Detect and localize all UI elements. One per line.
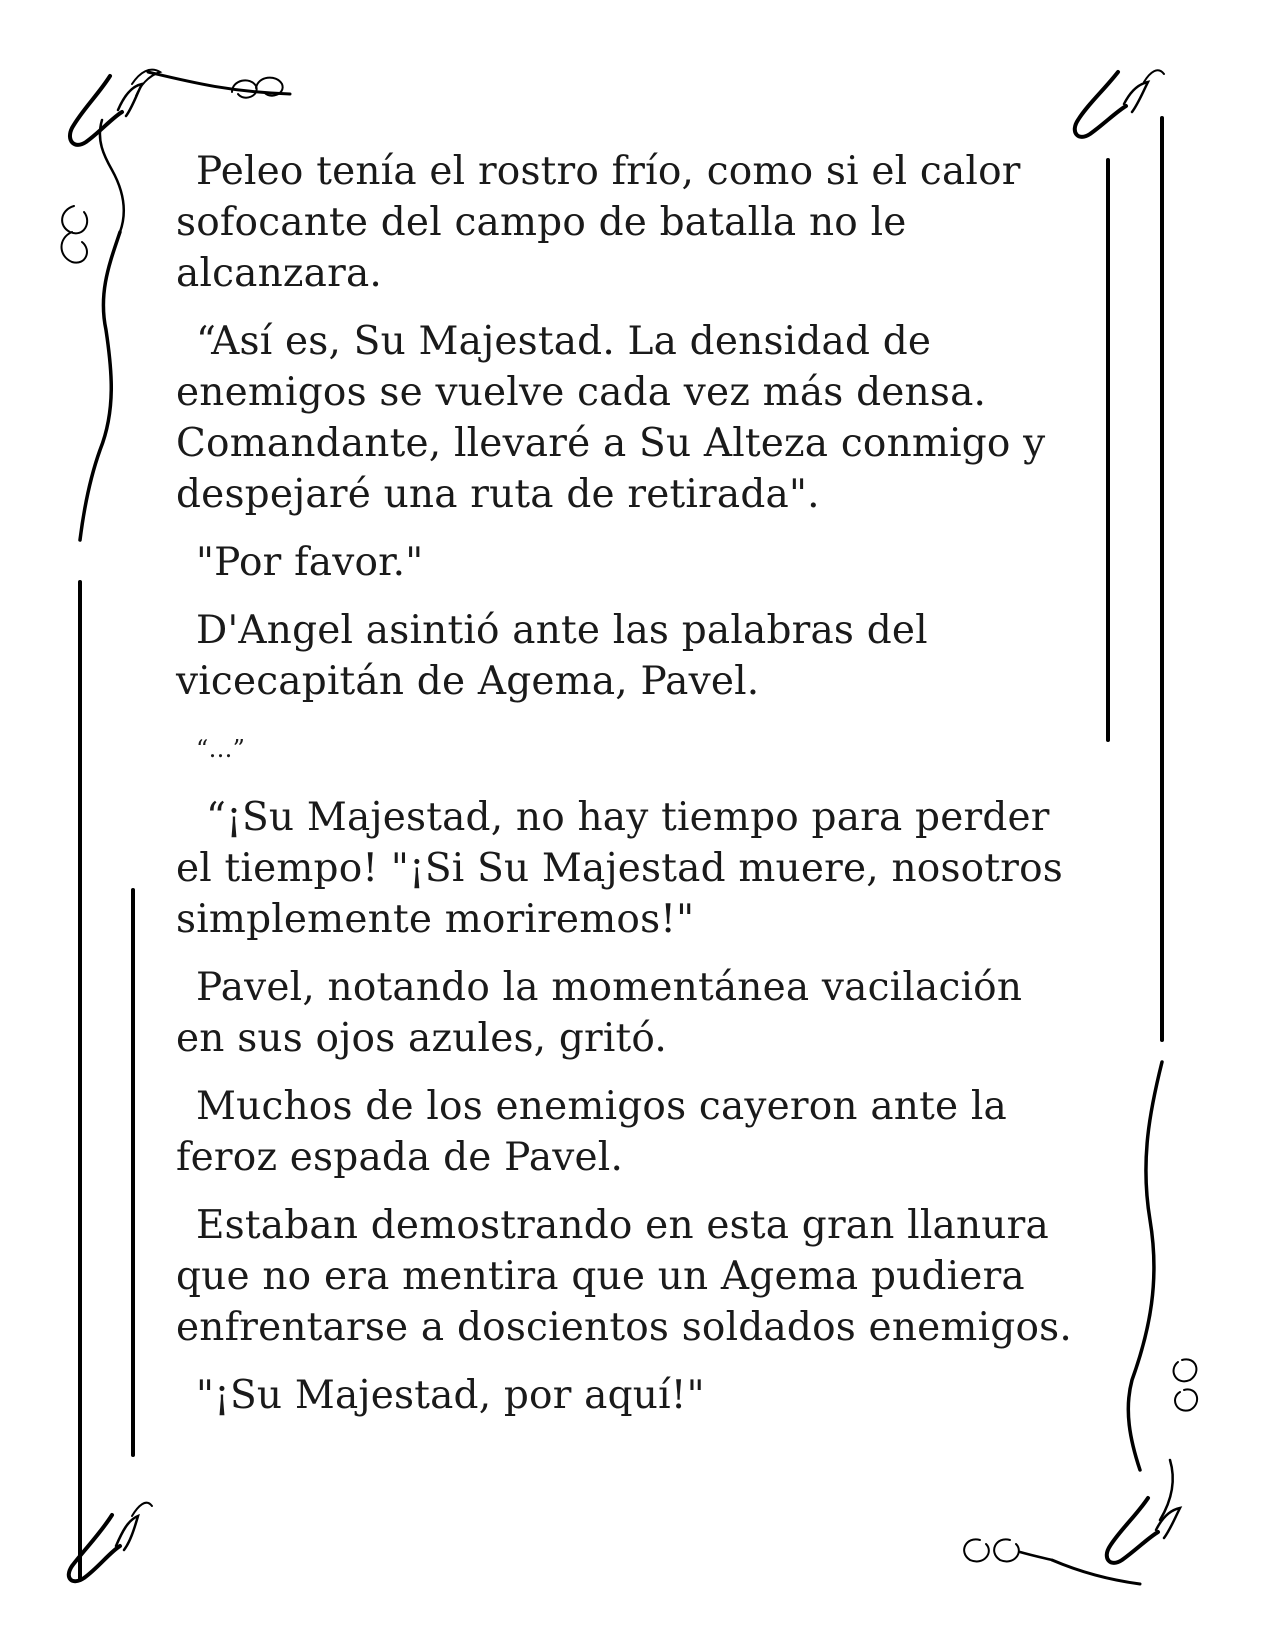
paragraph-6: “¡Su Majestad, no hay tiempo para perder el tiempo! "¡Si Su Majestad muere, nosotros simplemente moriremos!" [176,795,1063,942]
paragraph-7: Pavel, notando la momentánea vacilación en sus ojos azules, gritó. [176,965,1023,1061]
paragraph-3: "Por favor." [196,540,424,585]
bottom-right-flourish-icon [964,1498,1180,1584]
paragraph-8: Muchos de los enemigos cayeron ante la feroz espada de Pavel. [176,1084,1007,1180]
paragraph-2: “Así es, Su Majestad. La densidad de enemigos se vuelve cada vez más densa. Comandante, llevaré a Su Alteza conmigo y despejaré una ruta de retirada". [176,319,1046,517]
top-right-flourish-icon [1075,70,1164,137]
paragraph-10: "¡Su Majestad, por aquí!" [196,1373,705,1418]
bottom-left-flourish-icon [69,1503,152,1581]
story-text [176,146,1076,1438]
paragraph-9: Estaban demostrando en esta gran llanura que no era mentira que un Agema pudiera enfrentarse a doscientos soldados enemigos. [176,1203,1072,1350]
paragraph-5: “…” [196,735,246,763]
paragraph-4: D'Angel asintió ante las palabras del vicecapitán de Agema, Pavel. [176,608,928,704]
paragraph-1: Peleo tenía el rostro frío, como si el calor sofocante del campo de batalla no le alcanzara. [176,149,1021,296]
right-lower-flourish-icon [1128,1062,1197,1520]
